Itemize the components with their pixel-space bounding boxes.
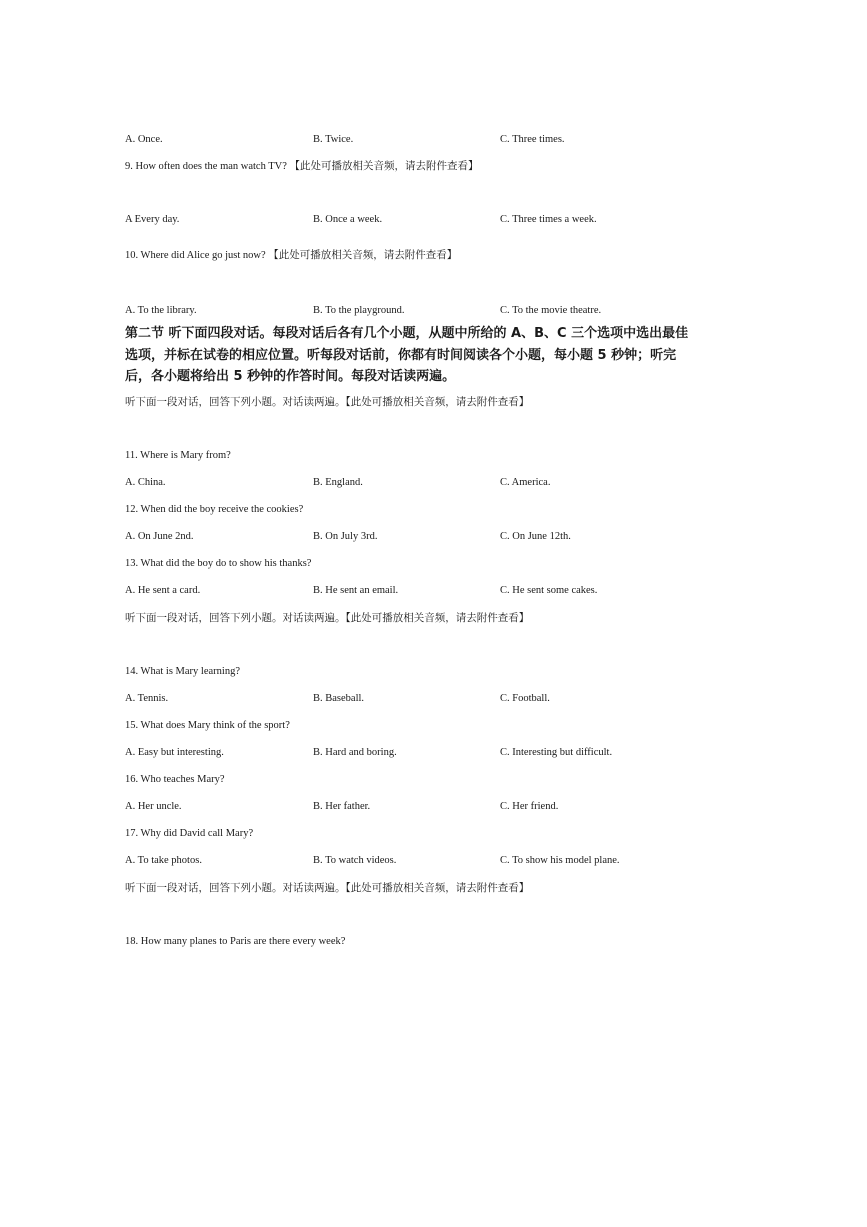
question-9: 9. How often does the man watch TV? 【此处可播放相关音频，请去附件查看】	[125, 161, 479, 172]
question-14: 14. What is Mary learning?	[125, 666, 240, 677]
option-c: C. Three times a week.	[500, 214, 597, 225]
option-a: A. Easy but interesting.	[125, 747, 224, 758]
option-c: C. He sent some cakes.	[500, 585, 598, 596]
options-row	[125, 528, 725, 546]
dialogue-instruction: 听下面一段对话，回答下列小题。对话读两遍。【此处可播放相关音频，请去附件查看】	[125, 396, 530, 408]
options-row	[125, 744, 725, 762]
question-17: 17. Why did David call Mary?	[125, 828, 254, 839]
option-a: A. On June 2nd.	[125, 531, 194, 542]
option-a: A. He sent a card.	[125, 585, 201, 596]
option-c: C. Interesting but difficult.	[500, 747, 613, 758]
question-15: 15. What does Mary think of the sport?	[125, 720, 290, 731]
options-row	[125, 852, 725, 870]
option-b: B. To the playground.	[313, 305, 405, 316]
options-row	[125, 474, 725, 492]
option-c: C. Her friend.	[500, 801, 559, 812]
option-b: B. England.	[313, 477, 363, 488]
option-b: B. Baseball.	[313, 693, 365, 704]
option-a: A. Her uncle.	[125, 801, 182, 812]
option-c: C. Football.	[500, 693, 550, 704]
options-row	[125, 302, 725, 320]
option-b: B. He sent an email.	[313, 585, 399, 596]
option-a: A. To the library.	[125, 305, 197, 316]
option-b: B. Hard and boring.	[313, 747, 397, 758]
options-row	[125, 798, 725, 816]
options-row	[125, 582, 725, 600]
option-c: C. To the movie theatre.	[500, 305, 602, 316]
option-b: B. Once a week.	[313, 214, 383, 225]
option-a: A. Once.	[125, 134, 163, 145]
question-16: 16. Who teaches Mary?	[125, 774, 225, 785]
question-10: 10. Where did Alice go just now? 【此处可播放相关音频，请去附件查看】	[125, 250, 458, 261]
option-b: B. Twice.	[313, 134, 354, 145]
option-a: A. Tennis.	[125, 693, 169, 704]
option-b: B. Her father.	[313, 801, 371, 812]
option-a: A. To take photos.	[125, 855, 202, 866]
options-row	[125, 131, 725, 149]
options-row	[125, 211, 725, 229]
option-b: B. On July 3rd.	[313, 531, 378, 542]
question-11: 11. Where is Mary from?	[125, 450, 231, 461]
dialogue-instruction: 听下面一段对话，回答下列小题。对话读两遍。【此处可播放相关音频，请去附件查看】	[125, 882, 530, 894]
option-c: C. America.	[500, 477, 551, 488]
options-row	[125, 690, 725, 708]
option-c: C. To show his model plane.	[500, 855, 620, 866]
section-heading: 第二节 听下面四段对话。每段对话后各有几个小题，从题中所给的 A、B、C 三个选项中选出最佳选项，并标在试卷的相应位置。听每段对话前，你都有时间阅读各个小题，每小题 5 秒钟；听完后，各小题将给出 5 秒钟的作答时间。每段对话读两遍。	[125, 326, 689, 384]
option-a: A Every day.	[125, 214, 180, 225]
question-18: 18. How many planes to Paris are there every week?	[125, 936, 346, 947]
option-c: C. Three times.	[500, 134, 565, 145]
option-c: C. On June 12th.	[500, 531, 571, 542]
option-b: B. To watch videos.	[313, 855, 397, 866]
question-12: 12. When did the boy receive the cookies?	[125, 504, 304, 515]
option-a: A. China.	[125, 477, 166, 488]
dialogue-instruction: 听下面一段对话，回答下列小题。对话读两遍。【此处可播放相关音频，请去附件查看】	[125, 612, 530, 624]
question-13: 13. What did the boy do to show his thanks?	[125, 558, 312, 569]
